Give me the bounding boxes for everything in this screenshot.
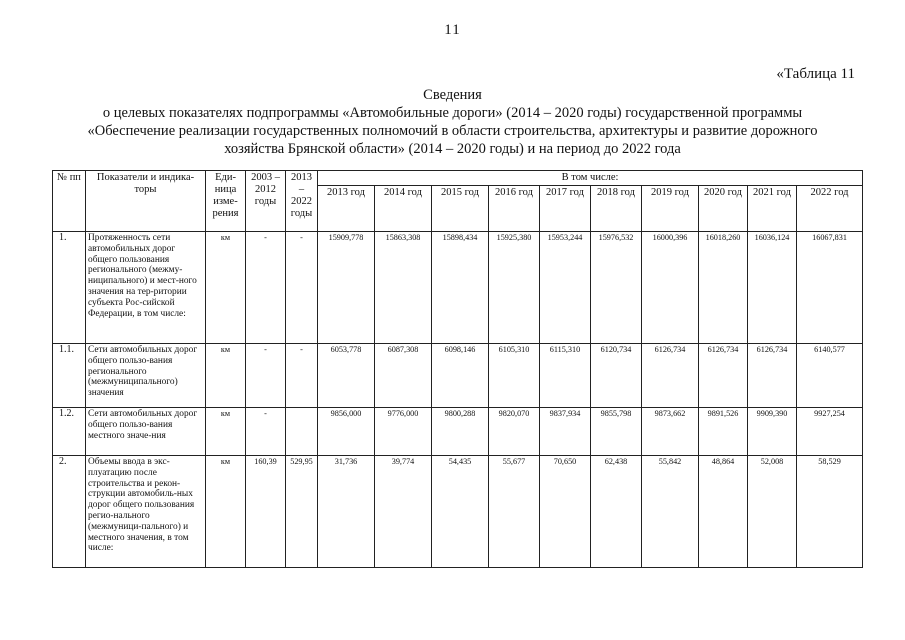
row-number: 1. [53,232,86,344]
row-number: 1.2. [53,408,86,456]
row-year-value: 58,529 [797,456,863,568]
table-row [53,456,863,568]
document-title [40,86,865,158]
row-year-value: 70,650 [540,456,591,568]
table-row [53,344,863,408]
row-unit: км [206,232,246,344]
header-year: 2019 год [642,186,699,232]
row-unit: км [206,408,246,456]
row-year-value: 6115,310 [540,344,591,408]
table-reference: «Таблица 11 [776,66,855,82]
row-number: 1.1. [53,344,86,408]
row-unit: км [206,456,246,568]
row-indicator-name: Протяженность сети автомобильных дорог общего пользования регионального (межму-ниципального) и мест-ного значения на тер-ритории субъекта Рос-сийской Федерации, в том числе: [86,232,206,344]
row-year-value: 9820,070 [489,408,540,456]
row-year-value: 9855,798 [591,408,642,456]
row-period-2013-2022: - [286,344,318,408]
row-unit: км [206,344,246,408]
row-year-value: 9837,934 [540,408,591,456]
row-year-value: 39,774 [375,456,432,568]
row-year-value: 16036,124 [748,232,797,344]
page-number: 11 [444,22,461,38]
row-period-2003-2012: - [246,232,286,344]
row-year-value: 9776,000 [375,408,432,456]
header-year: 2016 год [489,186,540,232]
table-row [53,408,863,456]
row-year-value: 6087,308 [375,344,432,408]
row-year-value: 9909,390 [748,408,797,456]
row-year-value: 16000,396 [642,232,699,344]
header-year: 2021 год [748,186,797,232]
row-indicator-name: Объемы ввода в экс-плуатацию после строительства и рекон-струкции автомобиль-ных дорог общего пользования регио-нального (межмуници-пального) и местного значения, в том числе: [86,456,206,568]
row-period-2003-2012: - [246,344,286,408]
row-year-value: 6053,778 [318,344,375,408]
title-line-2: о целевых показателях подпрограммы «Автомобильные дороги» (2014 – 2020 годы) государственной программы [102,105,803,121]
row-year-value: 48,864 [699,456,748,568]
title-line-1: Сведения [423,87,482,103]
title-line-3: «Обеспечение реализации государственных полномочий в области строительства, архитектуры и развитие дорожного [87,123,818,139]
row-year-value: 6105,310 [489,344,540,408]
header-including: В том числе: [318,171,863,186]
row-year-value: 9891,526 [699,408,748,456]
header-unit: Еди-ница изме-рения [206,171,246,232]
header-year: 2017 год [540,186,591,232]
header-year: 2015 год [432,186,489,232]
row-year-value: 62,438 [591,456,642,568]
row-number: 2. [53,456,86,568]
row-year-value: 15909,778 [318,232,375,344]
row-year-value: 6120,734 [591,344,642,408]
row-indicator-name: Сети автомобильных дорог общего пользо-вания регионального (межмуниципального) значения [86,344,206,408]
row-year-value: 15898,434 [432,232,489,344]
row-year-value: 15863,308 [375,232,432,344]
row-year-value: 52,008 [748,456,797,568]
row-period-2013-2022: 529,95 [286,456,318,568]
row-indicator-name: Сети автомобильных дорог общего пользо-вания местного значе-ния [86,408,206,456]
row-year-value: 15953,244 [540,232,591,344]
row-year-value: 6126,734 [642,344,699,408]
row-year-value: 15925,380 [489,232,540,344]
row-year-value: 9927,254 [797,408,863,456]
row-year-value: 16067,831 [797,232,863,344]
row-period-2013-2022: - [286,232,318,344]
title-line-4: хозяйства Брянской области» (2014 – 2020 годы) и на период до 2022 года [224,141,681,157]
row-year-value: 9856,000 [318,408,375,456]
header-indicator: Показатели и индика-торы [86,171,206,232]
header-year: 2018 год [591,186,642,232]
row-year-value: 9873,662 [642,408,699,456]
table-row [53,232,863,344]
header-num: № пп [53,171,86,232]
row-year-value: 6126,734 [748,344,797,408]
row-year-value: 54,435 [432,456,489,568]
header-year: 2013 год [318,186,375,232]
header-year: 2020 год [699,186,748,232]
header-period-2003-2012: 2003 – 2012 годы [246,171,286,232]
row-period-2003-2012: 160,39 [246,456,286,568]
header-year: 2022 год [797,186,863,232]
row-year-value: 31,736 [318,456,375,568]
row-period-2013-2022 [286,408,318,456]
row-year-value: 15976,532 [591,232,642,344]
row-year-value: 6126,734 [699,344,748,408]
row-year-value: 55,677 [489,456,540,568]
row-year-value: 9800,288 [432,408,489,456]
row-year-value: 6098,146 [432,344,489,408]
row-year-value: 16018,260 [699,232,748,344]
row-year-value: 6140,577 [797,344,863,408]
header-period-2013-2022: 2013 – 2022 годы [286,171,318,232]
indicators-table [52,170,863,568]
row-year-value: 55,842 [642,456,699,568]
header-year: 2014 год [375,186,432,232]
row-period-2003-2012: - [246,408,286,456]
